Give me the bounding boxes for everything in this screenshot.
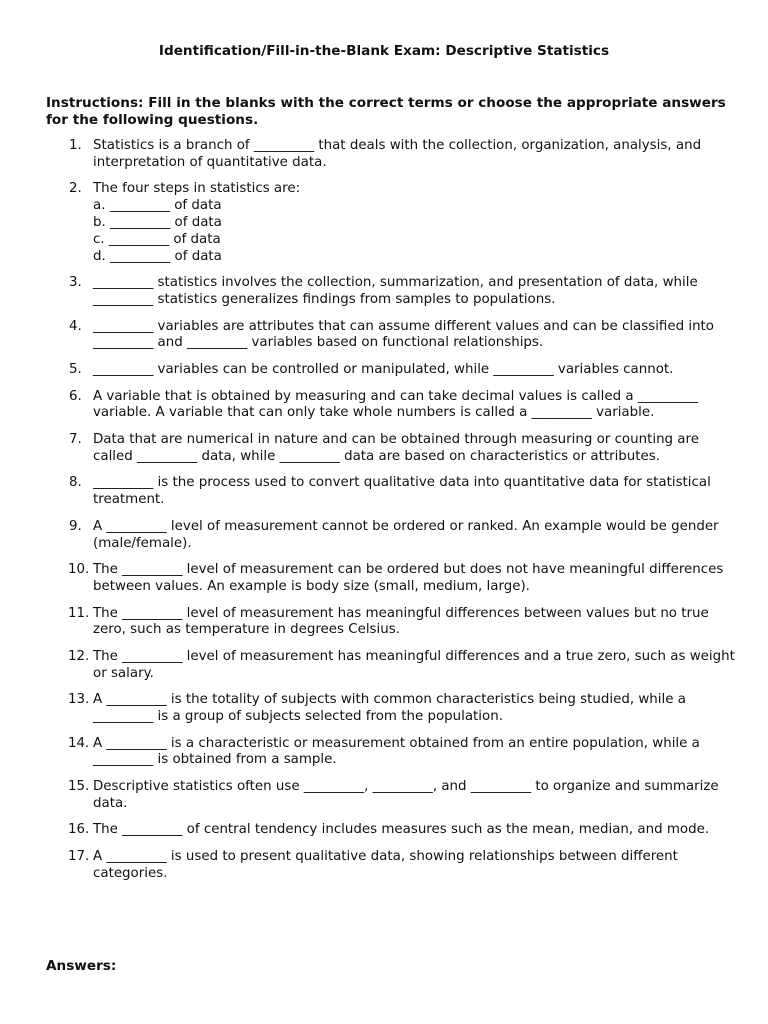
question-text: A _________ is a characteristic or measurement obtained from an entire population, while a _________ is obtained from a sample. [93, 735, 700, 768]
question-text: The _________ of central tendency includes measures such as the mean, median, and mode. [93, 822, 710, 838]
question-text: _________ statistics involves the collection, summarization, and presentation of data, while _________ statistics generalizes findings from samples to populations. [93, 275, 698, 307]
question-number: 1. [69, 138, 82, 153]
question-5 [46, 362, 736, 379]
question-number: 9. [69, 518, 82, 534]
sub-item-a: a. _________ of data [93, 198, 222, 214]
question-8 [46, 475, 736, 509]
question-number: 3. [69, 275, 82, 291]
question-text: A _________ level of measurement cannot be ordered or ranked. An example would be gender (male/female). [93, 518, 719, 551]
question-2 [46, 181, 736, 265]
question-number: 16. [68, 822, 90, 838]
sub-item-b: b. _________ of data [93, 214, 222, 230]
question-number: 5. [69, 361, 82, 377]
question-text: Data that are numerical in nature and can be obtained through measuring or counting are called _________ data, while _________ data are based on characteristics or attributes. [93, 431, 699, 464]
question-text: _________ variables are attributes that can assume different values and can be classified into _________ and _________ variables based on functional relationships. [93, 318, 714, 351]
question-7 [46, 432, 736, 466]
question-9 [46, 519, 736, 553]
question-number: 7. [69, 431, 82, 447]
question-text: _________ is the process used to convert qualitative data into quantitative data for statistical treatment. [93, 475, 711, 508]
question-text: A variable that is obtained by measuring and can take decimal values is called a _________ variable. A variable that can only take whole numbers is called a _________ variable. [93, 388, 699, 421]
question-text: Descriptive statistics often use _________, _________, and _________ to organize and summarize data. [93, 779, 719, 811]
question-number: 11. [68, 605, 90, 621]
question-number: 2. [69, 181, 82, 197]
question-11 [46, 606, 736, 640]
question-number: 14. [68, 735, 90, 751]
question-number: 10. [68, 562, 90, 578]
question-text: A _________ is used to present qualitative data, showing relationships between different categories. [93, 849, 678, 881]
question-12 [46, 649, 736, 683]
question-6 [46, 389, 736, 423]
question-list [46, 138, 736, 892]
sub-item-c: c. _________ of data [93, 231, 221, 247]
question-number: 13. [68, 692, 90, 708]
answers-heading: Answers: [46, 958, 117, 974]
question-number: 6. [69, 388, 82, 404]
question-16 [46, 822, 736, 839]
question-13 [46, 692, 736, 726]
question-number: 4. [69, 318, 82, 334]
instructions: Instructions: Fill in the blanks with the correct terms or choose the appropriate answers for the following questions. [46, 95, 726, 128]
question-text: A _________ is the totality of subjects with common characteristics being studied, while a _________ is a group of subjects selected from the population. [93, 692, 686, 725]
question-17 [46, 849, 736, 883]
question-text: The _________ level of measurement has meaningful differences between values but no true zero, such as temperature in degrees Celsius. [93, 605, 709, 638]
question-text: Statistics is a branch of _________ that deals with the collection, organization, analysis, and interpretation of quantitative data. [93, 138, 702, 170]
question-number: 12. [68, 648, 90, 664]
question-4 [46, 319, 736, 353]
question-3 [46, 275, 736, 309]
question-10 [46, 562, 736, 596]
question-number: 15. [68, 779, 90, 795]
question-14 [46, 736, 736, 770]
question-1 [46, 138, 736, 172]
question-text: The four steps in statistics are: [93, 181, 301, 197]
question-15 [46, 779, 736, 813]
question-number: 8. [69, 475, 82, 491]
question-number: 17. [68, 849, 90, 865]
sub-item-d: d. _________ of data [93, 248, 222, 264]
page-title: Identification/Fill-in-the-Blank Exam: Descriptive Statistics [158, 43, 610, 59]
question-text: _________ variables can be controlled or manipulated, while _________ variables cannot. [93, 361, 674, 377]
question-text: The _________ level of measurement has meaningful differences and a true zero, such as weight or salary. [93, 648, 735, 681]
question-text: The _________ level of measurement can be ordered but does not have meaningful differences between values. An example is body size (small, medium, large). [93, 562, 724, 594]
